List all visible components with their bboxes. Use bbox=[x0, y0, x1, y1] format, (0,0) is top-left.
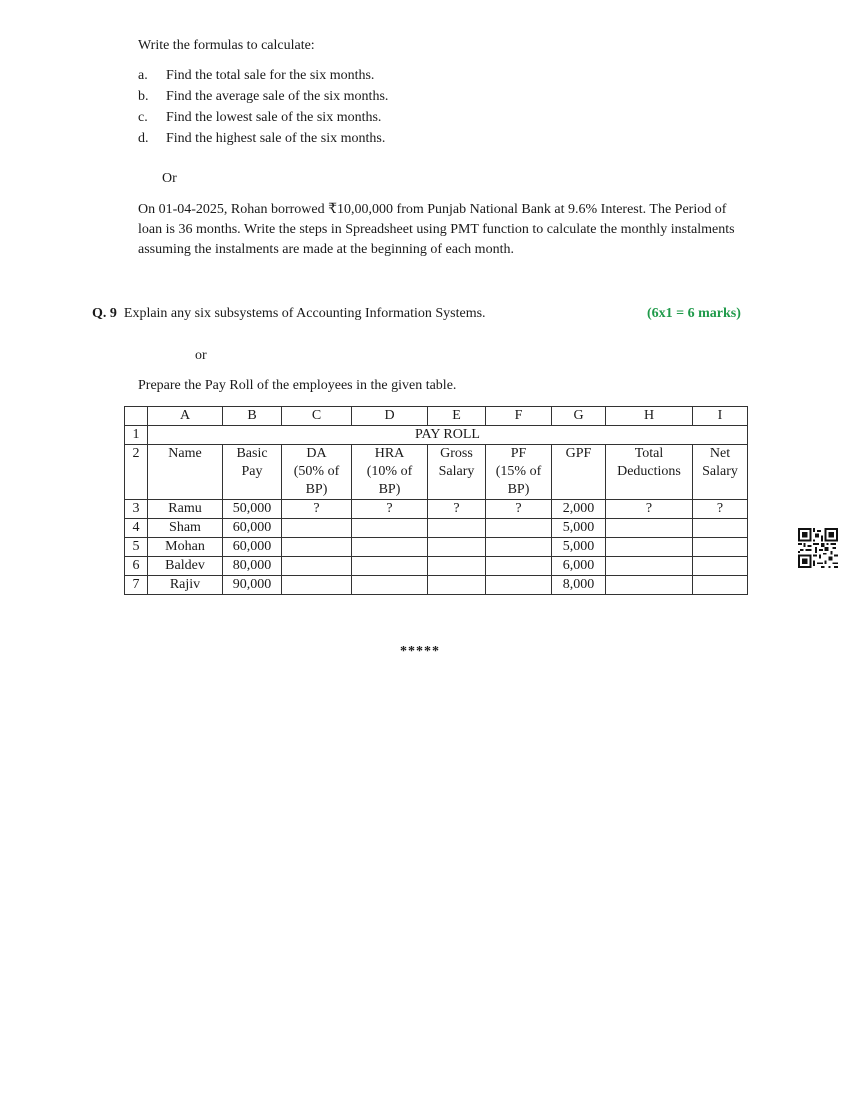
list-letter: d. bbox=[138, 131, 149, 146]
column-letter: C bbox=[282, 407, 352, 426]
cell-basic-pay: 50,000 bbox=[223, 500, 282, 519]
list-item bbox=[138, 89, 388, 105]
list-item bbox=[138, 68, 374, 84]
payroll-intro: Prepare the Pay Roll of the employees in the given table. bbox=[138, 378, 457, 393]
cell-name: Mohan bbox=[148, 538, 223, 557]
cell-total-deductions bbox=[606, 538, 693, 557]
column-letter: E bbox=[428, 407, 486, 426]
title-row bbox=[125, 426, 748, 445]
qr-code-icon bbox=[798, 528, 838, 568]
cell-gpf: 5,000 bbox=[552, 538, 606, 557]
cell-pf bbox=[486, 557, 552, 576]
header-row bbox=[125, 445, 748, 500]
cell-hra: ? bbox=[352, 500, 428, 519]
cell-pf bbox=[486, 519, 552, 538]
or-separator: Or bbox=[162, 171, 177, 186]
header-hra: HRA (10% of BP) bbox=[352, 445, 428, 500]
row-number: 3 bbox=[125, 500, 148, 519]
cell-gpf: 8,000 bbox=[552, 576, 606, 595]
list-item bbox=[138, 131, 385, 147]
cell-net-salary bbox=[693, 519, 748, 538]
cell-basic-pay: 60,000 bbox=[223, 519, 282, 538]
cell-net-salary bbox=[693, 557, 748, 576]
cell-basic-pay: 60,000 bbox=[223, 538, 282, 557]
cell-da: ? bbox=[282, 500, 352, 519]
row-number: 1 bbox=[125, 426, 148, 445]
cell-net-salary bbox=[693, 576, 748, 595]
loan-question: On 01-04-2025, Rohan borrowed ₹10,00,000 from Punjab National Bank at 9.6% Interest. The Period of loan is 36 months. Write the steps in Spreadsheet using PMT function to calculate the monthly instalments assuming the instalments are made at the beginning of each month. bbox=[138, 202, 735, 257]
cell-net-salary bbox=[693, 538, 748, 557]
cell-hra bbox=[352, 538, 428, 557]
cell-da bbox=[282, 576, 352, 595]
cell-da bbox=[282, 519, 352, 538]
table-row bbox=[125, 500, 748, 519]
cell-gross-salary bbox=[428, 557, 486, 576]
question-text: Explain any six subsystems of Accounting Information Systems. bbox=[123, 306, 486, 321]
or-separator: or bbox=[195, 348, 207, 363]
cell-hra bbox=[352, 557, 428, 576]
header-pf: PF (15% of BP) bbox=[486, 445, 552, 500]
header-total-deductions: Total Deductions bbox=[606, 445, 693, 500]
cell-gpf: 2,000 bbox=[552, 500, 606, 519]
list-item bbox=[138, 110, 381, 126]
cell-pf bbox=[486, 576, 552, 595]
cell-net-salary: ? bbox=[693, 500, 748, 519]
question-9 bbox=[92, 306, 486, 322]
header-gpf: GPF bbox=[552, 445, 606, 500]
cell-pf bbox=[486, 538, 552, 557]
table-row bbox=[125, 538, 748, 557]
list-letter: a. bbox=[138, 68, 148, 83]
marks-label: (6x1 = 6 marks) bbox=[647, 306, 741, 321]
table-row bbox=[125, 519, 748, 538]
column-letter: F bbox=[486, 407, 552, 426]
list-text: Find the average sale of the six months. bbox=[166, 89, 389, 104]
cell-gross-salary bbox=[428, 519, 486, 538]
cell-pf: ? bbox=[486, 500, 552, 519]
table-row bbox=[125, 557, 748, 576]
list-text: Find the lowest sale of the six months. bbox=[166, 110, 382, 125]
cell-gpf: 6,000 bbox=[552, 557, 606, 576]
cell-da bbox=[282, 557, 352, 576]
header-da: DA (50% of BP) bbox=[282, 445, 352, 500]
list-text: Find the total sale for the six months. bbox=[166, 68, 375, 83]
header-gross-salary: Gross Salary bbox=[428, 445, 486, 500]
end-of-paper-stars: ***** bbox=[400, 644, 440, 659]
row-number: 2 bbox=[125, 445, 148, 500]
cell-gpf: 5,000 bbox=[552, 519, 606, 538]
column-letter: G bbox=[552, 407, 606, 426]
cell-total-deductions bbox=[606, 519, 693, 538]
cell-gross-salary bbox=[428, 538, 486, 557]
row-number: 4 bbox=[125, 519, 148, 538]
cell-da bbox=[282, 538, 352, 557]
column-letter: D bbox=[352, 407, 428, 426]
question-number: Q. 9 bbox=[92, 306, 117, 321]
table-row bbox=[125, 576, 748, 595]
column-letter: B bbox=[223, 407, 282, 426]
cell-hra bbox=[352, 519, 428, 538]
header-net-salary: Net Salary bbox=[693, 445, 748, 500]
list-letter: c. bbox=[138, 110, 148, 125]
cell-basic-pay: 90,000 bbox=[223, 576, 282, 595]
list-text: Find the highest sale of the six months. bbox=[166, 131, 386, 146]
cell-total-deductions bbox=[606, 576, 693, 595]
cell-total-deductions: ? bbox=[606, 500, 693, 519]
cell-basic-pay: 80,000 bbox=[223, 557, 282, 576]
list-letter: b. bbox=[138, 89, 149, 104]
corner-cell bbox=[125, 407, 148, 426]
cell-hra bbox=[352, 576, 428, 595]
cell-total-deductions bbox=[606, 557, 693, 576]
cell-gross-salary: ? bbox=[428, 500, 486, 519]
formulas-intro: Write the formulas to calculate: bbox=[138, 38, 315, 53]
row-number: 5 bbox=[125, 538, 148, 557]
column-letter: A bbox=[148, 407, 223, 426]
cell-name: Baldev bbox=[148, 557, 223, 576]
column-letter: I bbox=[693, 407, 748, 426]
payroll-table bbox=[124, 406, 748, 595]
row-number: 7 bbox=[125, 576, 148, 595]
cell-name: Ramu bbox=[148, 500, 223, 519]
table-title: PAY ROLL bbox=[148, 426, 748, 445]
header-basic-pay: Basic Pay bbox=[223, 445, 282, 500]
cell-name: Sham bbox=[148, 519, 223, 538]
cell-name: Rajiv bbox=[148, 576, 223, 595]
header-name: Name bbox=[148, 445, 223, 500]
column-letter: H bbox=[606, 407, 693, 426]
row-number: 6 bbox=[125, 557, 148, 576]
cell-gross-salary bbox=[428, 576, 486, 595]
column-letter-row bbox=[125, 407, 748, 426]
